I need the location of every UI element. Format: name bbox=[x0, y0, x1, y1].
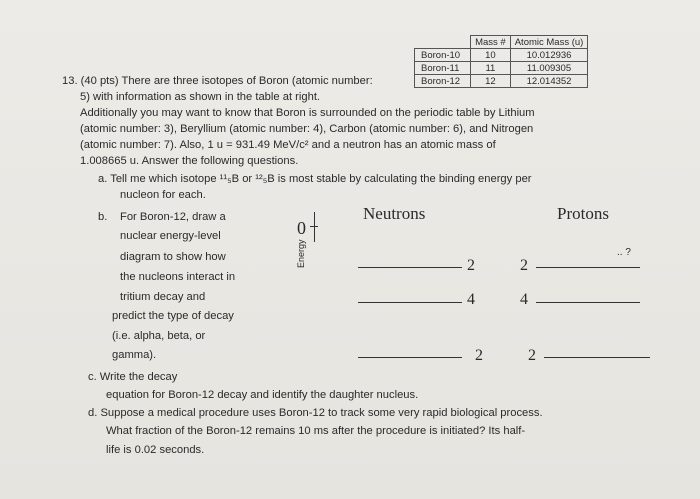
question-intro-line: 5) with information as shown in the table at right. bbox=[80, 91, 321, 103]
part-a-line: nucleon for each. bbox=[120, 189, 206, 201]
table-row: Boron-12 12 12.014352 bbox=[415, 75, 588, 88]
proton-level-count: 2 bbox=[528, 347, 536, 364]
header-atomic-mass: Atomic Mass (u) bbox=[510, 36, 588, 49]
question-intro-line: (atomic number: 3), Beryllium (atomic number: 4), Carbon (atomic number: 6), and Nitrogen bbox=[80, 123, 534, 135]
neutron-level bbox=[358, 357, 462, 358]
question-intro-line: Additionally you may want to know that Boron is surrounded on the periodic table by Lithium bbox=[80, 107, 535, 119]
energy-axis-label: Energy bbox=[296, 239, 306, 268]
neutron-level-count: 4 bbox=[467, 291, 475, 308]
part-b-line: (i.e. alpha, beta, or bbox=[112, 330, 206, 342]
table-row: Boron-11 11 11.009305 bbox=[415, 62, 588, 75]
neutrons-label: Neutrons bbox=[363, 204, 426, 223]
neutron-level-count: 2 bbox=[467, 257, 475, 274]
table-row: Boron-10 10 10.012936 bbox=[415, 49, 588, 62]
header-mass: Mass # bbox=[471, 36, 511, 49]
isotope-table bbox=[414, 35, 588, 88]
dots-mark: .. ? bbox=[617, 247, 631, 258]
part-c-line: equation for Boron-12 decay and identify the daughter nucleus. bbox=[106, 389, 419, 401]
neutron-level bbox=[358, 267, 462, 268]
zero-label: 0 bbox=[297, 218, 306, 238]
part-b-label: b. bbox=[98, 211, 108, 223]
protons-label: Protons bbox=[557, 204, 609, 223]
proton-level-count: 4 bbox=[520, 291, 528, 308]
proton-level bbox=[544, 357, 650, 358]
part-b-line: the nucleons interact in bbox=[120, 271, 236, 283]
part-a-line: a. Tell me which isotope ¹¹₅B or ¹²₅B is most stable by calculating the binding energy per bbox=[98, 173, 532, 185]
part-d-line: life is 0.02 seconds. bbox=[106, 444, 205, 456]
proton-level-count: 2 bbox=[520, 257, 528, 274]
proton-level bbox=[536, 302, 640, 303]
part-b-line: predict the type of decay bbox=[112, 310, 234, 322]
part-c-line: c. Write the decay bbox=[88, 371, 178, 383]
part-b-line: nuclear energy-level bbox=[120, 230, 221, 242]
part-b-line: gamma). bbox=[112, 349, 157, 361]
part-d-line: What fraction of the Boron-12 remains 10 ms after the procedure is initiated? Its half- bbox=[106, 425, 526, 437]
energy-axis bbox=[314, 212, 315, 242]
question-intro-line: 13. (40 pts) There are three isotopes of Boron (atomic number: bbox=[62, 75, 373, 87]
part-b-line: tritium decay and bbox=[120, 291, 206, 303]
part-b-line: diagram to show how bbox=[120, 251, 226, 263]
neutron-level-count: 2 bbox=[475, 347, 483, 364]
neutron-level bbox=[358, 302, 462, 303]
part-d-line: d. Suppose a medical procedure uses Boron-12 to track some very rapid biological process. bbox=[88, 407, 543, 419]
question-intro-line: 1.008665 u. Answer the following questions. bbox=[80, 155, 299, 167]
proton-level bbox=[536, 267, 640, 268]
question-intro-line: (atomic number: 7). Also, 1 u = 931.49 MeV/c² and a neutron has an atomic mass of bbox=[80, 139, 496, 151]
part-b-line: For Boron-12, draw a bbox=[120, 211, 226, 223]
